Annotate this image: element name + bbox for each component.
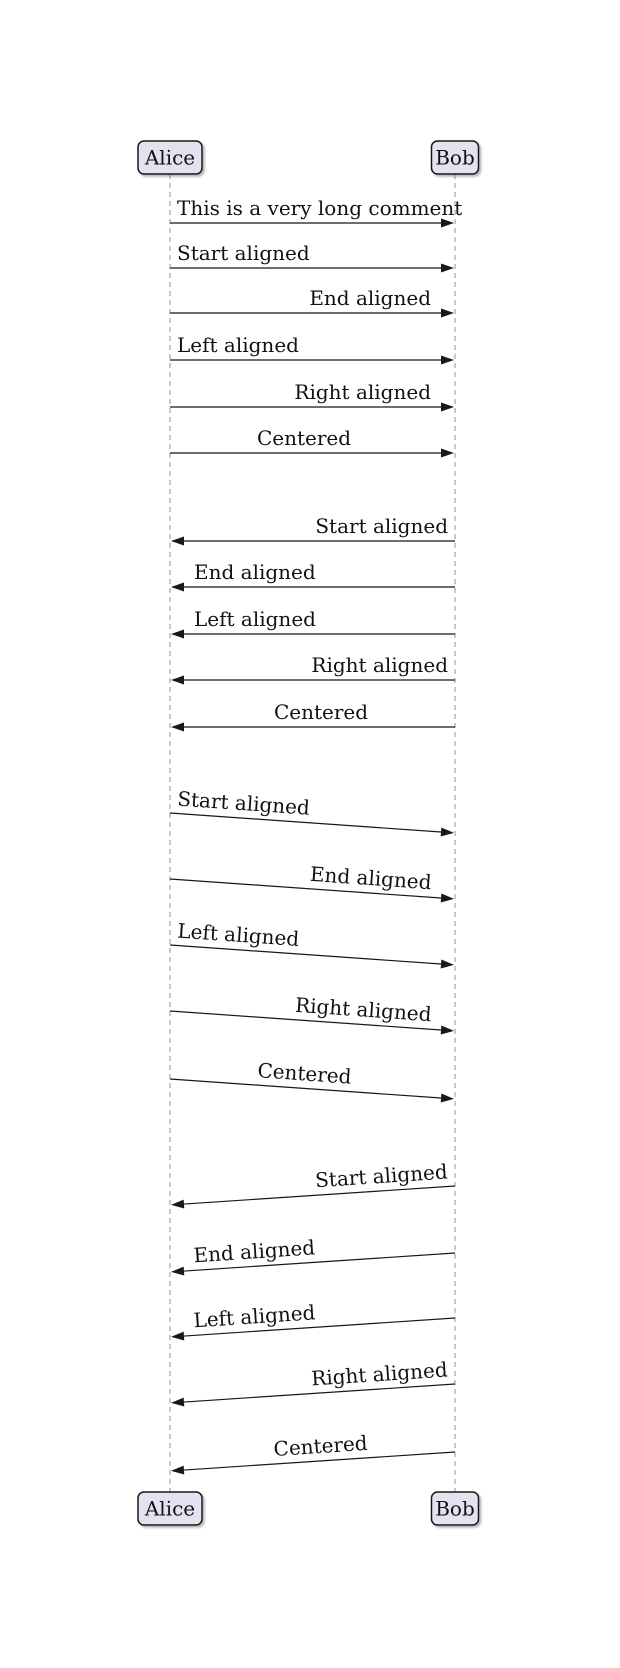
message-3 bbox=[170, 286, 454, 318]
message-label: Centered bbox=[273, 700, 369, 724]
message-16 bbox=[170, 1058, 454, 1102]
actor-name: Alice bbox=[144, 1496, 196, 1521]
message-label: Right aligned bbox=[311, 653, 448, 677]
message-14 bbox=[170, 919, 454, 969]
message-label: Start aligned bbox=[177, 241, 310, 265]
message-21 bbox=[171, 1431, 455, 1475]
message-20 bbox=[171, 1357, 455, 1406]
message-label: End aligned bbox=[192, 1235, 316, 1268]
message-8 bbox=[171, 560, 455, 592]
message-9 bbox=[171, 607, 455, 639]
message-line bbox=[170, 945, 441, 964]
message-label: Start aligned bbox=[314, 1159, 449, 1193]
message-arrowhead bbox=[171, 723, 184, 732]
message-arrowhead bbox=[171, 1332, 184, 1341]
message-label: End aligned bbox=[194, 560, 316, 584]
actor-top-alice bbox=[138, 141, 202, 174]
message-17 bbox=[171, 1159, 455, 1208]
actor-top-bob bbox=[432, 141, 479, 174]
message-label: Start aligned bbox=[315, 514, 448, 538]
message-label: Right aligned bbox=[310, 1357, 449, 1391]
message-label: Centered bbox=[256, 426, 352, 450]
message-arrowhead bbox=[441, 960, 454, 969]
message-1 bbox=[170, 196, 462, 228]
message-label: Right aligned bbox=[294, 992, 433, 1027]
actor-name: Alice bbox=[144, 145, 196, 170]
message-10 bbox=[171, 653, 455, 685]
message-19 bbox=[171, 1300, 455, 1340]
message-arrowhead bbox=[441, 309, 454, 318]
message-label: End aligned bbox=[309, 861, 433, 895]
message-arrowhead bbox=[171, 1200, 184, 1209]
message-label: Left aligned bbox=[192, 1300, 317, 1333]
message-arrowhead bbox=[441, 828, 454, 837]
message-13 bbox=[170, 862, 454, 903]
message-arrowhead bbox=[441, 1094, 454, 1103]
message-18 bbox=[171, 1235, 455, 1275]
actor-bottom-bob bbox=[432, 1492, 479, 1525]
message-label: Left aligned bbox=[194, 607, 316, 631]
message-label: This is a very long comment bbox=[177, 196, 463, 220]
message-7 bbox=[171, 514, 455, 546]
message-label: Left aligned bbox=[176, 918, 300, 952]
message-arrowhead bbox=[171, 1466, 184, 1475]
message-arrowhead bbox=[441, 356, 454, 365]
message-label: Left aligned bbox=[177, 333, 299, 357]
message-label: Centered bbox=[256, 1058, 353, 1089]
message-arrowhead bbox=[171, 1267, 184, 1276]
message-arrowhead bbox=[441, 403, 454, 412]
message-2 bbox=[170, 241, 454, 273]
message-arrowhead bbox=[441, 264, 454, 273]
message-arrowhead bbox=[171, 537, 184, 546]
message-11 bbox=[171, 700, 455, 732]
actor-bottom-alice bbox=[138, 1492, 202, 1525]
message-arrowhead bbox=[171, 676, 184, 685]
message-12 bbox=[170, 787, 454, 837]
message-label: Right aligned bbox=[294, 380, 431, 404]
message-arrowhead bbox=[171, 1398, 184, 1407]
actor-name: Bob bbox=[435, 145, 475, 170]
message-arrowhead bbox=[441, 1026, 454, 1035]
message-5 bbox=[170, 380, 454, 412]
message-4 bbox=[170, 333, 454, 365]
message-arrowhead bbox=[441, 894, 454, 903]
message-15 bbox=[170, 993, 454, 1035]
message-6 bbox=[170, 426, 454, 458]
message-arrowhead bbox=[171, 630, 184, 639]
actor-name: Bob bbox=[435, 1496, 475, 1521]
message-label: Start aligned bbox=[176, 786, 311, 820]
message-label: Centered bbox=[272, 1430, 369, 1462]
message-label: End aligned bbox=[309, 286, 431, 310]
message-arrowhead bbox=[171, 583, 184, 592]
message-arrowhead bbox=[441, 449, 454, 458]
